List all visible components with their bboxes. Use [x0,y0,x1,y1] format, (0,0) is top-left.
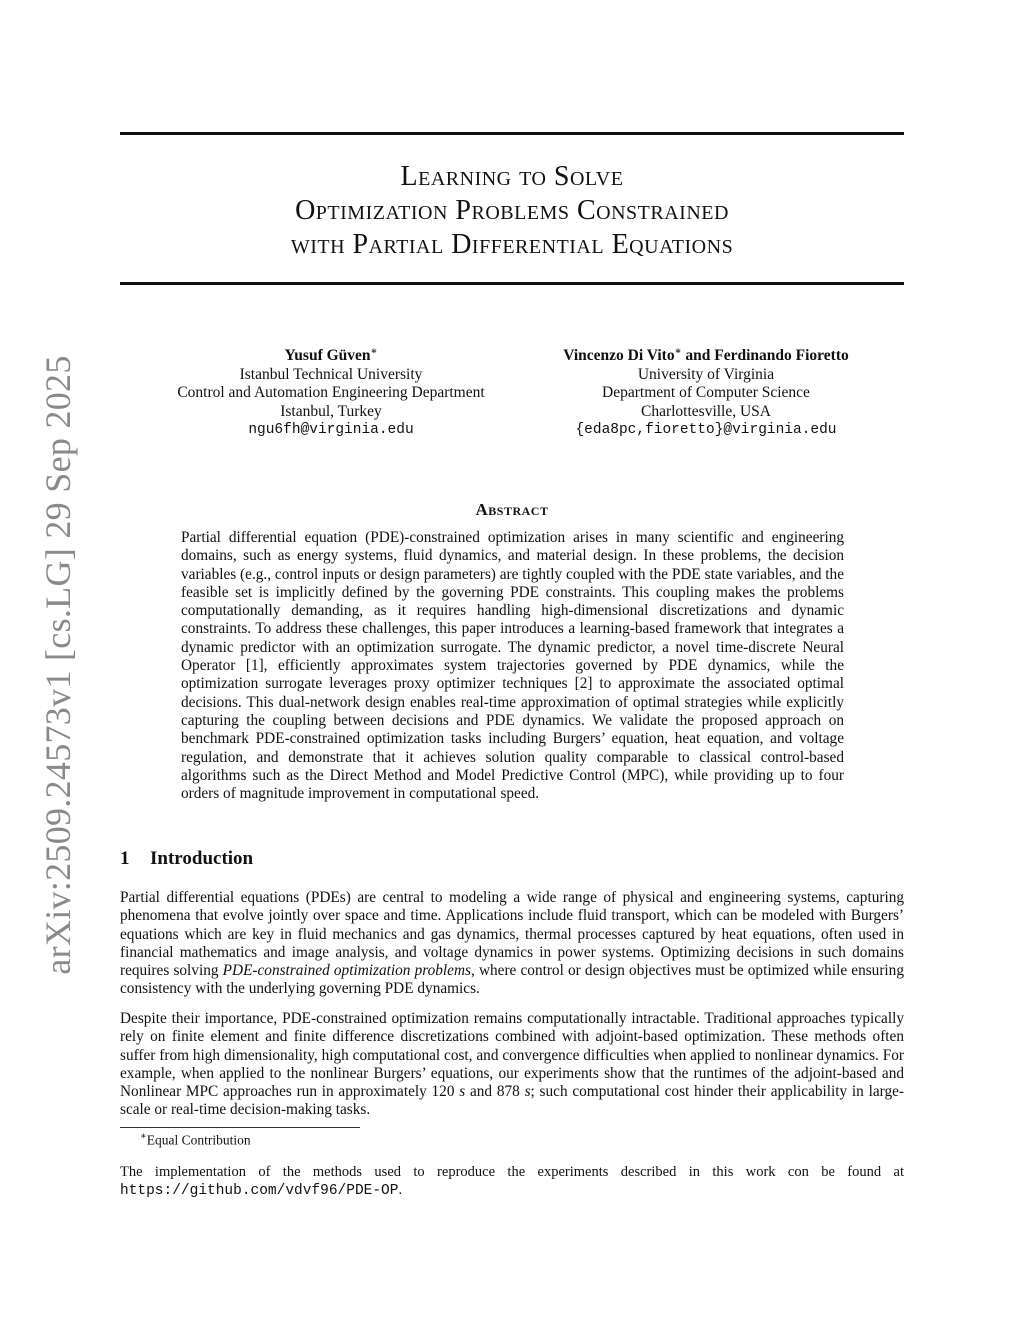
footnote-text: Equal Contribution [146,1132,251,1148]
author-email: ngu6fh@virginia.edu [248,422,414,439]
section-heading-introduction [120,848,253,870]
author-department: Control and Automation Engineering Department [177,384,485,402]
footnote-divider [120,1127,360,1128]
title-line-1: Learning to Solve [400,161,624,192]
paragraph-text: ; such computational cost hinder their applicability in large-scale or real-time decision-making tasks. [120,1083,904,1119]
author-affiliation: University of Virginia [637,365,775,383]
abstract-heading: Abstract [475,500,549,519]
runtime-value: 878 [496,1083,520,1101]
author-name-2: and Ferdinando Fioretto [681,347,849,365]
author-block-left [131,343,531,440]
equal-contribution-mark: ∗ [674,346,682,357]
runtime-unit: s [524,1083,531,1101]
arxiv-identifier-stamp: arXiv:2509.24573v1 [cs.LG] 29 Sep 2025 [38,355,78,975]
author-location: Charlottesville, USA [640,402,772,420]
author-name-text: Yusuf Güven [284,347,371,365]
title-line-3: with Partial Differential Equations [290,229,734,260]
paragraph-text: Despite their importance, PDE-constrained optimization remains computationally intractable. Traditional approaches typically rely on finite element and finite difference discretizations combined with adjoint-based optimization. These methods often suffer from high dimensionality, high computational cost, and convergence difficulties when applied to nonlinear dynamics. For example, when applied to the nonlinear Burgers’ equations, our experiments show that the runtimes of the adjoint-based and Nonlinear MPC approaches run in approximately [120,1010,904,1101]
title-bottom-rule [120,282,904,285]
implementation-note [120,1163,904,1200]
intro-paragraph-2 [120,1010,904,1120]
author-email: {eda8pc,fioretto}@virginia.edu [575,422,837,439]
section-title: Introduction [150,848,254,869]
footnote [140,1131,251,1149]
runtime-value: 120 [431,1083,455,1101]
runtime-unit: s [459,1083,466,1101]
footnote-mark: ∗ [140,1131,147,1142]
intro-paragraph-1 [120,889,904,999]
implementation-note-text: The implementation of the methods used to reproduce the experiments described in this work con be found at [120,1164,904,1180]
author-names [506,343,906,366]
title-top-rule [120,132,904,135]
paragraph-text: and [465,1083,497,1101]
implementation-note-end: . [398,1182,403,1198]
author-name [131,343,531,366]
author-location: Istanbul, Turkey [280,402,382,420]
section-number: 1 [120,848,130,869]
author-block-right [506,343,906,440]
author-department: Department of Computer Science [602,384,810,402]
equal-contribution-mark: ∗ [370,346,378,357]
emphasized-term: PDE-constrained optimization problems [222,962,471,980]
author-name-1: Vincenzo Di Vito [563,347,675,365]
paragraph-text: Partial differential equations (PDEs) are central to modeling a wide range of physical and engineering systems, capturing phenomena that evolve jointly over space and time. Applications include fluid transport, which can be modeled with Burgers’ equations which are key in fluid mechanics and gas dynamics, thermal processes captured by heat equations, often used in financial mathematics and image analysis, and voltage dynamics in power systems. Optimizing decisions in such domains requires solving [120,889,904,980]
author-affiliation: Istanbul Technical University [239,365,423,383]
paragraph-text: , where control or design objectives must be optimized while ensuring consistency with the underlying governing PDE dynamics. [120,962,904,998]
abstract-text: Partial differential equation (PDE)-constrained optimization arises in many scientific and engineering domains, such as energy systems, fluid dynamics, and material design. In these problems, the decision variables (e.g., control inputs or design parameters) are tightly coupled with the PDE state variables, and the feasible set is implicitly defined by the governing PDE constraints. This coupling makes the problems computationally demanding, as it requires handling high-dimensional discretizations and dynamic constraints. To address these challenges, this paper introduces a learning-based framework that integrates a dynamic predictor with an optimization surrogate. The dynamic predictor, a novel time-discrete Neural Operator [1], efficiently approximates system trajectories governed by PDE dynamics, while the optimization surrogate leverages proxy optimizer techniques [2] to approximate the associated optimal decisions. This dual-network design enables real-time approximation of optimal strategies while explicitly capturing the coupling between decisions and PDE dynamics. We validate the proposed approach on benchmark PDE-constrained optimization tasks including Burgers’ equation, heat equation, and voltage regulation, and demonstrate that it achieves solution quality comparable to classical control-based algorithms such as the Direct Method and Model Predictive Control (MPC), while providing up to four orders of magnitude improvement in computational speed. [181,529,844,803]
repository-link[interactable]: https://github.com/vdvf96/PDE-OP [120,1183,399,1199]
title-line-2: Optimization Problems Constrained [295,195,729,226]
paper-title [120,160,904,262]
